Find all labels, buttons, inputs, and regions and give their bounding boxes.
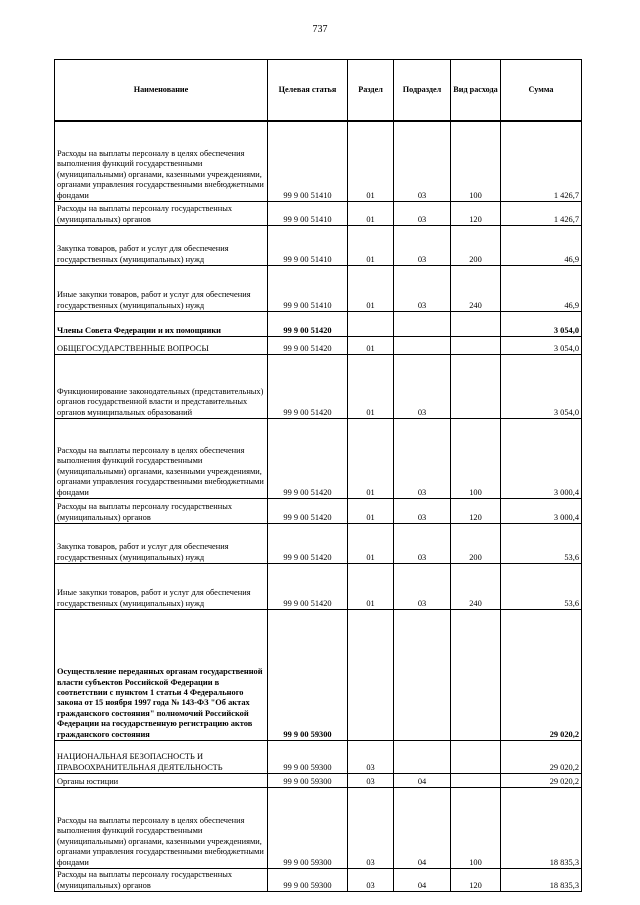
- cell-target-article: 99 9 00 59300: [268, 774, 348, 788]
- table-row: [55, 564, 582, 610]
- cell-subsection: 03: [394, 202, 451, 226]
- cell-name: Члены Совета Федерации и их помощники: [55, 312, 268, 337]
- cell-expense-type: [451, 312, 501, 337]
- budget-table: [54, 59, 582, 892]
- cell-section: 01: [348, 419, 394, 499]
- cell-amount: 3 054,0: [501, 337, 582, 355]
- cell-expense-type: [451, 774, 501, 788]
- cell-expense-type: 240: [451, 564, 501, 610]
- column-header-amount: Сумма: [501, 60, 582, 121]
- cell-target-article: 99 9 00 51420: [268, 312, 348, 337]
- cell-name: Органы юстиции: [55, 774, 268, 788]
- cell-target-article: 99 9 00 51420: [268, 419, 348, 499]
- cell-expense-type: [451, 610, 501, 741]
- table-row: [55, 869, 582, 892]
- cell-amount: 46,9: [501, 266, 582, 312]
- table-header-row: [55, 60, 582, 121]
- cell-amount: 3 054,0: [501, 312, 582, 337]
- cell-section: 01: [348, 355, 394, 419]
- cell-amount: 18 835,3: [501, 869, 582, 892]
- cell-name: Функционирование законодательных (представительных) органов государственной власти и представительных органов муниципальных образований: [55, 355, 268, 419]
- cell-section: 01: [348, 524, 394, 564]
- cell-amount: 46,9: [501, 226, 582, 266]
- cell-subsection: [394, 610, 451, 741]
- cell-target-article: 99 9 00 51410: [268, 266, 348, 312]
- cell-section: 01: [348, 564, 394, 610]
- column-header-expense-type: Вид расхода: [451, 60, 501, 121]
- cell-expense-type: 100: [451, 419, 501, 499]
- cell-target-article: 99 9 00 51420: [268, 337, 348, 355]
- column-header-target-article: Целевая статья: [268, 60, 348, 121]
- cell-expense-type: [451, 355, 501, 419]
- cell-expense-type: 240: [451, 266, 501, 312]
- table-row: [55, 266, 582, 312]
- cell-subsection: [394, 741, 451, 774]
- cell-subsection: 03: [394, 564, 451, 610]
- cell-name: Расходы на выплаты персоналу в целях обеспечения выполнения функций государственными (муниципальными) органами, казенными учреждениями, органами управления государственными внебюджетными фондами: [55, 419, 268, 499]
- cell-subsection: 04: [394, 774, 451, 788]
- cell-amount: 3 054,0: [501, 355, 582, 419]
- cell-target-article: 99 9 00 51420: [268, 355, 348, 419]
- cell-expense-type: 120: [451, 499, 501, 524]
- table-row: [55, 226, 582, 266]
- cell-subsection: 04: [394, 788, 451, 869]
- cell-expense-type: 100: [451, 788, 501, 869]
- cell-section: 01: [348, 202, 394, 226]
- cell-amount: 29 020,2: [501, 741, 582, 774]
- cell-name: Иные закупки товаров, работ и услуг для обеспечения государственных (муниципальных) нужд: [55, 564, 268, 610]
- cell-name: Осуществление переданных органам государственной власти субъектов Российской Федерации в соответствии с пунктом 1 статьи 4 Федерального закона от 15 ноября 1997 года № 143-ФЗ "Об актах гражданского состояния" полномочий Российской Федерации на государственную регистрацию актов гражданского состояния: [55, 610, 268, 741]
- cell-amount: 18 835,3: [501, 788, 582, 869]
- cell-name: Закупка товаров, работ и услуг для обеспечения государственных (муниципальных) нужд: [55, 524, 268, 564]
- table-row: [55, 610, 582, 741]
- cell-subsection: [394, 337, 451, 355]
- cell-name: Расходы на выплаты персоналу государственных (муниципальных) органов: [55, 499, 268, 524]
- table-row: [55, 337, 582, 355]
- cell-section: 03: [348, 788, 394, 869]
- cell-subsection: 04: [394, 869, 451, 892]
- table-row: [55, 355, 582, 419]
- table-row: [55, 499, 582, 524]
- cell-section: [348, 312, 394, 337]
- cell-subsection: 03: [394, 266, 451, 312]
- cell-subsection: [394, 312, 451, 337]
- cell-expense-type: 100: [451, 122, 501, 202]
- table-row: [55, 774, 582, 788]
- cell-subsection: 03: [394, 524, 451, 564]
- cell-section: 01: [348, 122, 394, 202]
- cell-target-article: 99 9 00 51410: [268, 226, 348, 266]
- cell-expense-type: 120: [451, 202, 501, 226]
- cell-subsection: 03: [394, 226, 451, 266]
- cell-target-article: 99 9 00 51410: [268, 202, 348, 226]
- table-row: [55, 741, 582, 774]
- table-row: [55, 202, 582, 226]
- cell-name: Расходы на выплаты персоналу государственных (муниципальных) органов: [55, 869, 268, 892]
- cell-amount: 1 426,7: [501, 122, 582, 202]
- column-header-name: Наименование: [55, 60, 268, 121]
- cell-name: Закупка товаров, работ и услуг для обеспечения государственных (муниципальных) нужд: [55, 226, 268, 266]
- cell-section: 03: [348, 869, 394, 892]
- cell-section: 01: [348, 499, 394, 524]
- table-row: [55, 788, 582, 869]
- cell-name: ОБЩЕГОСУДАРСТВЕННЫЕ ВОПРОСЫ: [55, 337, 268, 355]
- cell-target-article: 99 9 00 59300: [268, 869, 348, 892]
- cell-section: 01: [348, 226, 394, 266]
- cell-expense-type: 200: [451, 226, 501, 266]
- table-row: [55, 419, 582, 499]
- cell-amount: 3 000,4: [501, 499, 582, 524]
- cell-target-article: 99 9 00 51420: [268, 564, 348, 610]
- cell-subsection: 03: [394, 419, 451, 499]
- table-row: [55, 312, 582, 337]
- cell-target-article: 99 9 00 51410: [268, 122, 348, 202]
- cell-target-article: 99 9 00 51420: [268, 499, 348, 524]
- cell-section: 03: [348, 741, 394, 774]
- cell-expense-type: [451, 741, 501, 774]
- cell-target-article: 99 9 00 59300: [268, 610, 348, 741]
- cell-amount: 53,6: [501, 524, 582, 564]
- cell-amount: 53,6: [501, 564, 582, 610]
- cell-section: 01: [348, 266, 394, 312]
- cell-target-article: 99 9 00 59300: [268, 788, 348, 869]
- cell-name: Расходы на выплаты персоналу государственных (муниципальных) органов: [55, 202, 268, 226]
- cell-name: Расходы на выплаты персоналу в целях обеспечения выполнения функций государственными (муниципальными) органами, казенными учреждениями, органами управления государственными внебюджетными фондами: [55, 788, 268, 869]
- table-row: [55, 122, 582, 202]
- cell-amount: 29 020,2: [501, 610, 582, 741]
- cell-name: НАЦИОНАЛЬНАЯ БЕЗОПАСНОСТЬ И ПРАВООХРАНИТЕЛЬНАЯ ДЕЯТЕЛЬНОСТЬ: [55, 741, 268, 774]
- cell-section: [348, 610, 394, 741]
- cell-subsection: 03: [394, 355, 451, 419]
- cell-expense-type: 200: [451, 524, 501, 564]
- cell-amount: 1 426,7: [501, 202, 582, 226]
- cell-target-article: 99 9 00 51420: [268, 524, 348, 564]
- cell-subsection: 03: [394, 499, 451, 524]
- cell-section: 01: [348, 337, 394, 355]
- cell-name: Расходы на выплаты персоналу в целях обеспечения выполнения функций государственными (муниципальными) органами, казенными учреждениями, органами управления государственными внебюджетными фондами: [55, 122, 268, 202]
- cell-subsection: 03: [394, 122, 451, 202]
- cell-target-article: 99 9 00 59300: [268, 741, 348, 774]
- cell-amount: 29 020,2: [501, 774, 582, 788]
- cell-name: Иные закупки товаров, работ и услуг для обеспечения государственных (муниципальных) нужд: [55, 266, 268, 312]
- table-row: [55, 524, 582, 564]
- column-header-subsection: Подраздел: [394, 60, 451, 121]
- cell-expense-type: [451, 337, 501, 355]
- cell-amount: 3 000,4: [501, 419, 582, 499]
- column-header-section: Раздел: [348, 60, 394, 121]
- cell-section: 03: [348, 774, 394, 788]
- cell-expense-type: 120: [451, 869, 501, 892]
- page-number: 737: [312, 24, 328, 35]
- table-body: [55, 121, 582, 892]
